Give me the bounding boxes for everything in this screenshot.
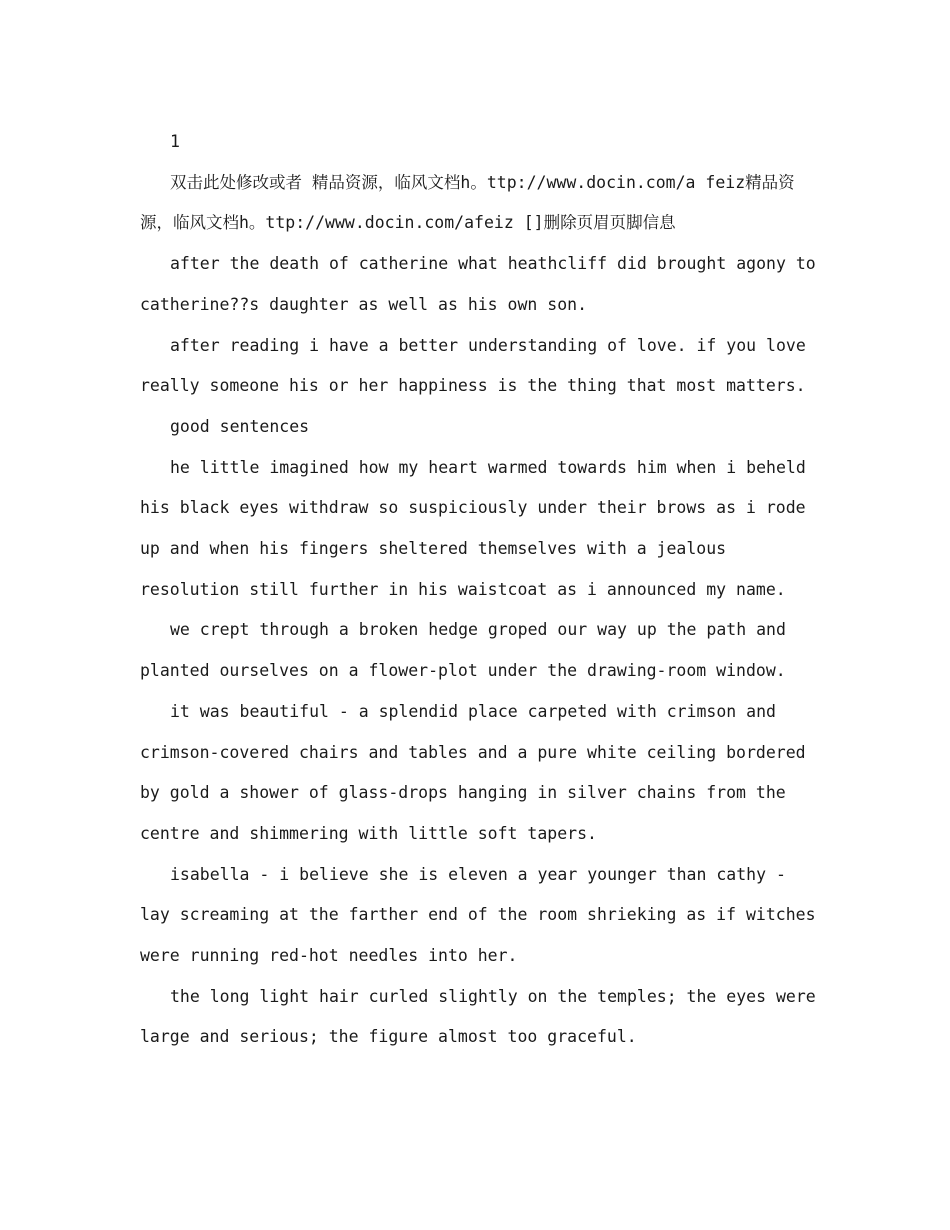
document-body	[140, 122, 820, 1058]
paragraph: he little imagined how my heart warmed towards him when i beheld his black eyes withdraw so suspiciously under their brows as i rode up and when his fingers sheltered themselves with a jealous resolution still further in his waistcoat as i announced my name.	[140, 457, 806, 599]
paragraph: the long light hair curled slightly on the temples; the eyes were large and serious; the figure almost too graceful.	[140, 986, 816, 1047]
paragraph: it was beautiful - a splendid place carpeted with crimson and crimson-covered chairs and tables and a pure white ceiling bordered by gold a shower of glass-drops hanging in silver chains from the centre and shimmering with little soft tapers.	[140, 701, 806, 843]
page-number: 1	[170, 132, 180, 151]
section-heading: good sentences	[170, 416, 310, 436]
header-notice: 双击此处修改或者 精品资源，临风文档h。ttp://www.docin.com/a feiz精品资源，临风文档h。ttp://www.docin.com/afeiz []删除页眉页脚信息	[140, 172, 795, 233]
paragraph: after the death of catherine what heathcliff did brought agony to catherine??s daughter as well as his own son.	[140, 254, 816, 314]
paragraph: we crept through a broken hedge groped our way up the path and planted ourselves on a flower-plot under the drawing-room window.	[140, 620, 786, 681]
paragraph: isabella - i believe she is eleven a year younger than cathy - lay screaming at the farther end of the room shrieking as if witches were running red-hot needles into her.	[140, 864, 816, 966]
paragraph: after reading i have a better understanding of love. if you love really someone his or her happiness is the thing that most matters.	[140, 335, 806, 396]
